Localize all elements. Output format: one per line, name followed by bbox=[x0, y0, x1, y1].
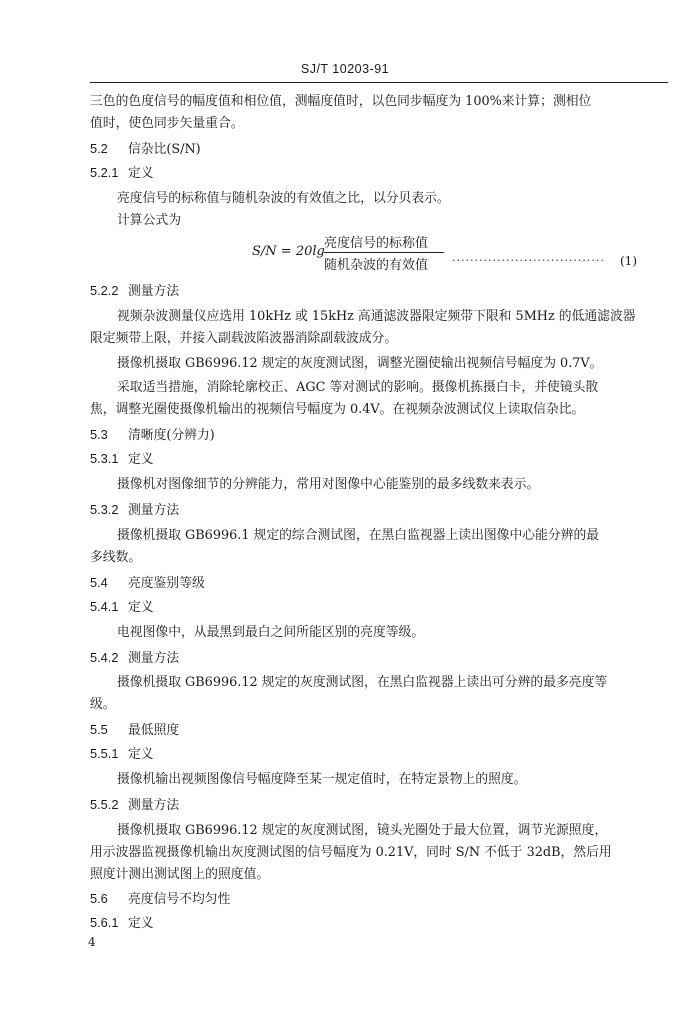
section-title: 定义 bbox=[128, 747, 154, 762]
line-text: 照度计测出测试图上的照度值。 bbox=[90, 867, 270, 882]
section-number: 5.4 bbox=[90, 575, 108, 590]
body-text-line bbox=[117, 624, 424, 642]
body-text-line bbox=[117, 527, 599, 545]
section-number: 5.3.2 bbox=[90, 502, 119, 517]
section-number: 5.2 bbox=[90, 141, 108, 156]
section-number: 5.5.1 bbox=[90, 746, 119, 761]
section-number: 5.5 bbox=[90, 722, 108, 737]
section-number: 5.4.2 bbox=[90, 650, 119, 665]
section-number: 5.3.1 bbox=[90, 451, 119, 466]
equation-number: (1) bbox=[620, 254, 637, 268]
section-heading bbox=[90, 914, 154, 933]
body-text-line bbox=[90, 93, 591, 111]
body-text-line bbox=[117, 308, 636, 326]
section-title: 信杂比(S/N) bbox=[128, 142, 201, 157]
line-text: 摄像机摄取 GB6996.1 规定的综合测试图，在黑白监视器上读出图像中心能分辨的最 bbox=[117, 528, 600, 543]
body-text-line bbox=[90, 115, 244, 133]
section-number: 5.6.1 bbox=[90, 915, 119, 930]
section-heading bbox=[90, 426, 215, 445]
section-title: 定义 bbox=[128, 452, 154, 467]
formula-lhs: S/N = 20lg bbox=[252, 244, 325, 259]
section-title: 定义 bbox=[128, 600, 154, 615]
section-title: 亮度鉴别等级 bbox=[128, 576, 205, 591]
section-number: 5.2.2 bbox=[90, 283, 119, 298]
section-heading bbox=[90, 574, 205, 593]
line-text: 值时，使色同步矢量重合。 bbox=[90, 116, 244, 131]
line-text: 计算公式为 bbox=[117, 213, 181, 228]
section-title: 测量方法 bbox=[128, 503, 180, 518]
page-number: 4 bbox=[88, 935, 96, 949]
line-text: 采取适当措施，消除轮廓校正、AGC 等对测试的影响。摄像机拣摄白卡，并使镜头散 bbox=[117, 380, 599, 395]
section-heading bbox=[90, 721, 179, 740]
body-text-line bbox=[117, 379, 598, 397]
section-number: 5.2.1 bbox=[90, 165, 119, 180]
header-rule bbox=[90, 82, 668, 83]
section-title: 定义 bbox=[128, 166, 154, 181]
body-text-line bbox=[117, 212, 181, 230]
section-heading bbox=[90, 282, 179, 301]
line-text: 摄像机摄取 GB6996.12 规定的灰度测试图，镜头光圈处于最大位置，调节光源照度， bbox=[117, 823, 608, 838]
line-text: 摄像机摄取 GB6996.12 规定的灰度测试图，在黑白监视器上读出可分辨的最多亮度等 bbox=[117, 675, 608, 690]
standard-code-header: SJ/T 10203-91 bbox=[300, 62, 390, 76]
section-heading bbox=[90, 745, 154, 764]
body-text-line bbox=[117, 674, 607, 692]
body-text-line bbox=[117, 355, 602, 373]
fraction-bar bbox=[324, 252, 444, 253]
body-text-line bbox=[90, 866, 269, 884]
section-number: 5.4.1 bbox=[90, 599, 119, 614]
formula-numerator: 亮度信号的标称值 bbox=[324, 236, 429, 251]
section-title: 亮度信号不均匀性 bbox=[128, 892, 231, 907]
line-text: 摄像机摄取 GB6996.12 规定的灰度测试图，调整光圈使输出视频信号幅度为 0.7V。 bbox=[117, 356, 603, 371]
section-heading bbox=[90, 649, 179, 668]
body-text-line bbox=[90, 549, 141, 567]
section-heading bbox=[90, 598, 154, 617]
section-heading bbox=[90, 164, 154, 183]
body-text-line bbox=[90, 844, 612, 862]
section-heading bbox=[90, 890, 230, 909]
section-heading bbox=[90, 796, 179, 815]
snr-formula bbox=[242, 230, 652, 272]
section-title: 清晰度(分辨力) bbox=[128, 428, 215, 443]
line-text: 多线数。 bbox=[90, 550, 142, 565]
line-text: 用示波器监视摄像机输出灰度测试图的信号幅度为 0.21V，同时 S/N 不低于 32dB，然后用 bbox=[90, 845, 612, 860]
formula-leader-dots: ·································· bbox=[452, 254, 605, 267]
line-text: 三色的色度信号的幅度值和相位值，测幅度值时，以色同步幅度为 100%来计算；测相位 bbox=[90, 94, 592, 109]
body-text-line bbox=[90, 330, 397, 348]
section-title: 测量方法 bbox=[128, 798, 180, 813]
line-text: 摄像机输出视频图像信号幅度降至某一规定值时，在特定景物上的照度。 bbox=[117, 772, 527, 787]
line-text: 亮度信号的标称值与随机杂波的有效值之比，以分贝表示。 bbox=[117, 191, 450, 206]
section-title: 测量方法 bbox=[128, 284, 180, 299]
line-text: 焦，调整光圈使摄像机输出的视频信号幅度为 0.4V。在视频杂波测试仪上读取信杂比。 bbox=[90, 402, 585, 417]
section-heading bbox=[90, 501, 179, 520]
line-text: 摄像机对图像细节的分辨能力，常用对图像中心能鉴别的最多线数来表示。 bbox=[117, 477, 540, 492]
line-text: 电视图像中，从最黑到最白之间所能区别的亮度等级。 bbox=[117, 625, 425, 640]
body-text-line bbox=[117, 822, 607, 840]
body-text-line bbox=[117, 190, 450, 208]
section-number: 5.5.2 bbox=[90, 797, 119, 812]
section-title: 测量方法 bbox=[128, 651, 180, 666]
line-text: 视频杂波测量仪应选用 10kHz 或 15kHz 高通滤波器限定频带下限和 5MHz 的低通滤波器 bbox=[117, 309, 636, 324]
section-title: 定义 bbox=[128, 916, 154, 931]
section-number: 5.3 bbox=[90, 427, 108, 442]
section-title: 最低照度 bbox=[128, 723, 180, 738]
section-heading bbox=[90, 450, 154, 469]
line-text: 级。 bbox=[90, 697, 116, 712]
formula-denominator: 随机杂波的有效值 bbox=[324, 258, 429, 273]
section-heading bbox=[90, 140, 201, 159]
line-text: 限定频带上限，并接入副载波陷波器消除副载波成分。 bbox=[90, 331, 398, 346]
section-number: 5.6 bbox=[90, 891, 108, 906]
body-text-line bbox=[117, 771, 527, 789]
body-text-line bbox=[117, 476, 539, 494]
body-text-line bbox=[90, 696, 116, 714]
body-text-line bbox=[90, 401, 584, 419]
